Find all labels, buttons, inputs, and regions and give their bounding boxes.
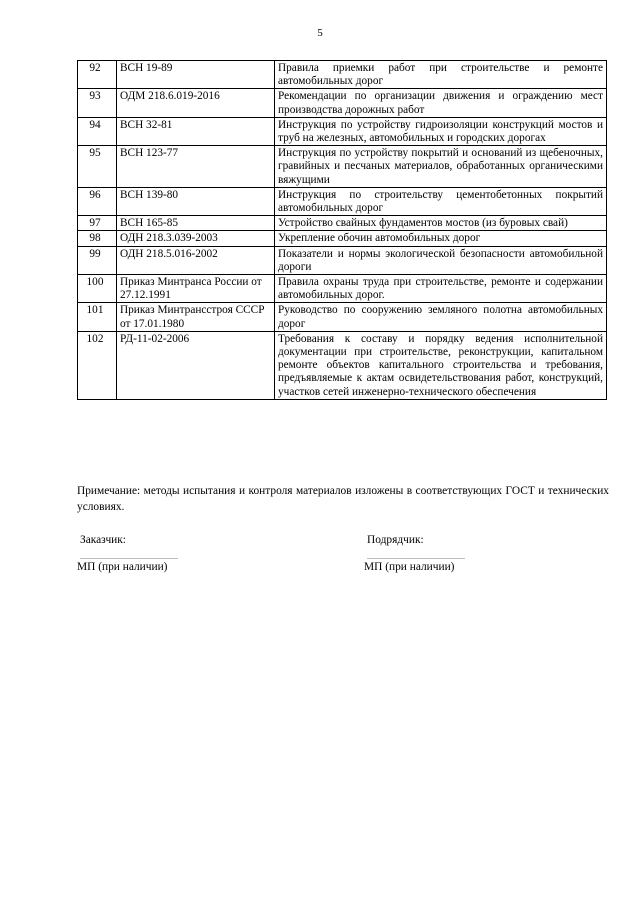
- row-title: Требования к составу и порядку ведения исполнительной документации при строительстве, реконструкции, капитальном ремонте объектов капитального строительства и требования, предъявляемые к актам освидетельствования работ, конструкций, участков сетей инженерно-технического обеспечения: [275, 331, 607, 399]
- table-row: [78, 275, 607, 303]
- table-row: [78, 146, 607, 188]
- row-code: ВСН 139-80: [117, 187, 275, 215]
- table-row: [78, 89, 607, 117]
- row-code: ВСН 123-77: [117, 146, 275, 188]
- row-code: Приказ Минтрансстроя СССР от 17.01.1980: [117, 303, 275, 331]
- table-row: [78, 331, 607, 399]
- row-number: 92: [78, 61, 117, 89]
- row-title: Показатели и нормы экологической безопасности автомобильной дороги: [275, 246, 607, 274]
- table-row: [78, 61, 607, 89]
- row-code: ОДН 218.5.016-2002: [117, 246, 275, 274]
- table-row: [78, 216, 607, 231]
- row-title: Рекомендации по организации движения и ограждению мест производства дорожных работ: [275, 89, 607, 117]
- standards-table: [77, 60, 607, 400]
- row-code: РД-11-02-2006: [117, 331, 275, 399]
- row-title: Инструкция по устройству гидроизоляции конструкций мостов и труб на железных, автомобильных и городских дорогах: [275, 117, 607, 145]
- row-number: 96: [78, 187, 117, 215]
- customer-label: Заказчик:: [80, 534, 126, 546]
- row-title: Инструкция по устройству покрытий и оснований из щебеночных, гравийных и песчаных материалов, обработанных органическими вяжущими: [275, 146, 607, 188]
- contractor-signature-block: [364, 534, 564, 584]
- contractor-stamp-note: МП (при наличии): [364, 561, 455, 573]
- row-code: ОДН 218.3.039-2003: [117, 231, 275, 246]
- contractor-label: Подрядчик:: [367, 534, 424, 546]
- row-number: 98: [78, 231, 117, 246]
- row-number: 102: [78, 331, 117, 399]
- row-number: 94: [78, 117, 117, 145]
- row-code: ВСН 165-85: [117, 216, 275, 231]
- row-number: 97: [78, 216, 117, 231]
- row-title: Правила приемки работ при строительстве и ремонте автомобильных дорог: [275, 61, 607, 89]
- table-row: [78, 303, 607, 331]
- customer-signature-block: [77, 534, 277, 584]
- note-paragraph: Примечание: методы испытания и контроля материалов изложены в соответствующих ГОСТ и технических условиях.: [77, 485, 609, 513]
- row-title: Правила охраны труда при строительстве, ремонте и содержании автомобильных дорог.: [275, 275, 607, 303]
- row-title: Укрепление обочин автомобильных дорог: [275, 231, 607, 246]
- row-number: 93: [78, 89, 117, 117]
- row-number: 99: [78, 246, 117, 274]
- row-code: ОДМ 218.6.019-2016: [117, 89, 275, 117]
- row-number: 100: [78, 275, 117, 303]
- row-number: 95: [78, 146, 117, 188]
- table-row: [78, 117, 607, 145]
- row-code: ВСН 32-81: [117, 117, 275, 145]
- row-code: ВСН 19-89: [117, 61, 275, 89]
- row-code: Приказ Минтранса России от 27.12.1991: [117, 275, 275, 303]
- customer-signature-line: [80, 558, 178, 559]
- customer-stamp-note: МП (при наличии): [77, 561, 168, 573]
- row-number: 101: [78, 303, 117, 331]
- table-row: [78, 246, 607, 274]
- row-title: Устройство свайных фундаментов мостов (из буровых свай): [275, 216, 607, 231]
- row-title: Руководство по сооружению земляного полотна автомобильных дорог: [275, 303, 607, 331]
- contractor-signature-line: [367, 558, 465, 559]
- page-number: 5: [317, 27, 323, 39]
- row-title: Инструкция по строительству цементобетонных покрытий автомобильных дорог: [275, 187, 607, 215]
- table-row: [78, 231, 607, 246]
- table-row: [78, 187, 607, 215]
